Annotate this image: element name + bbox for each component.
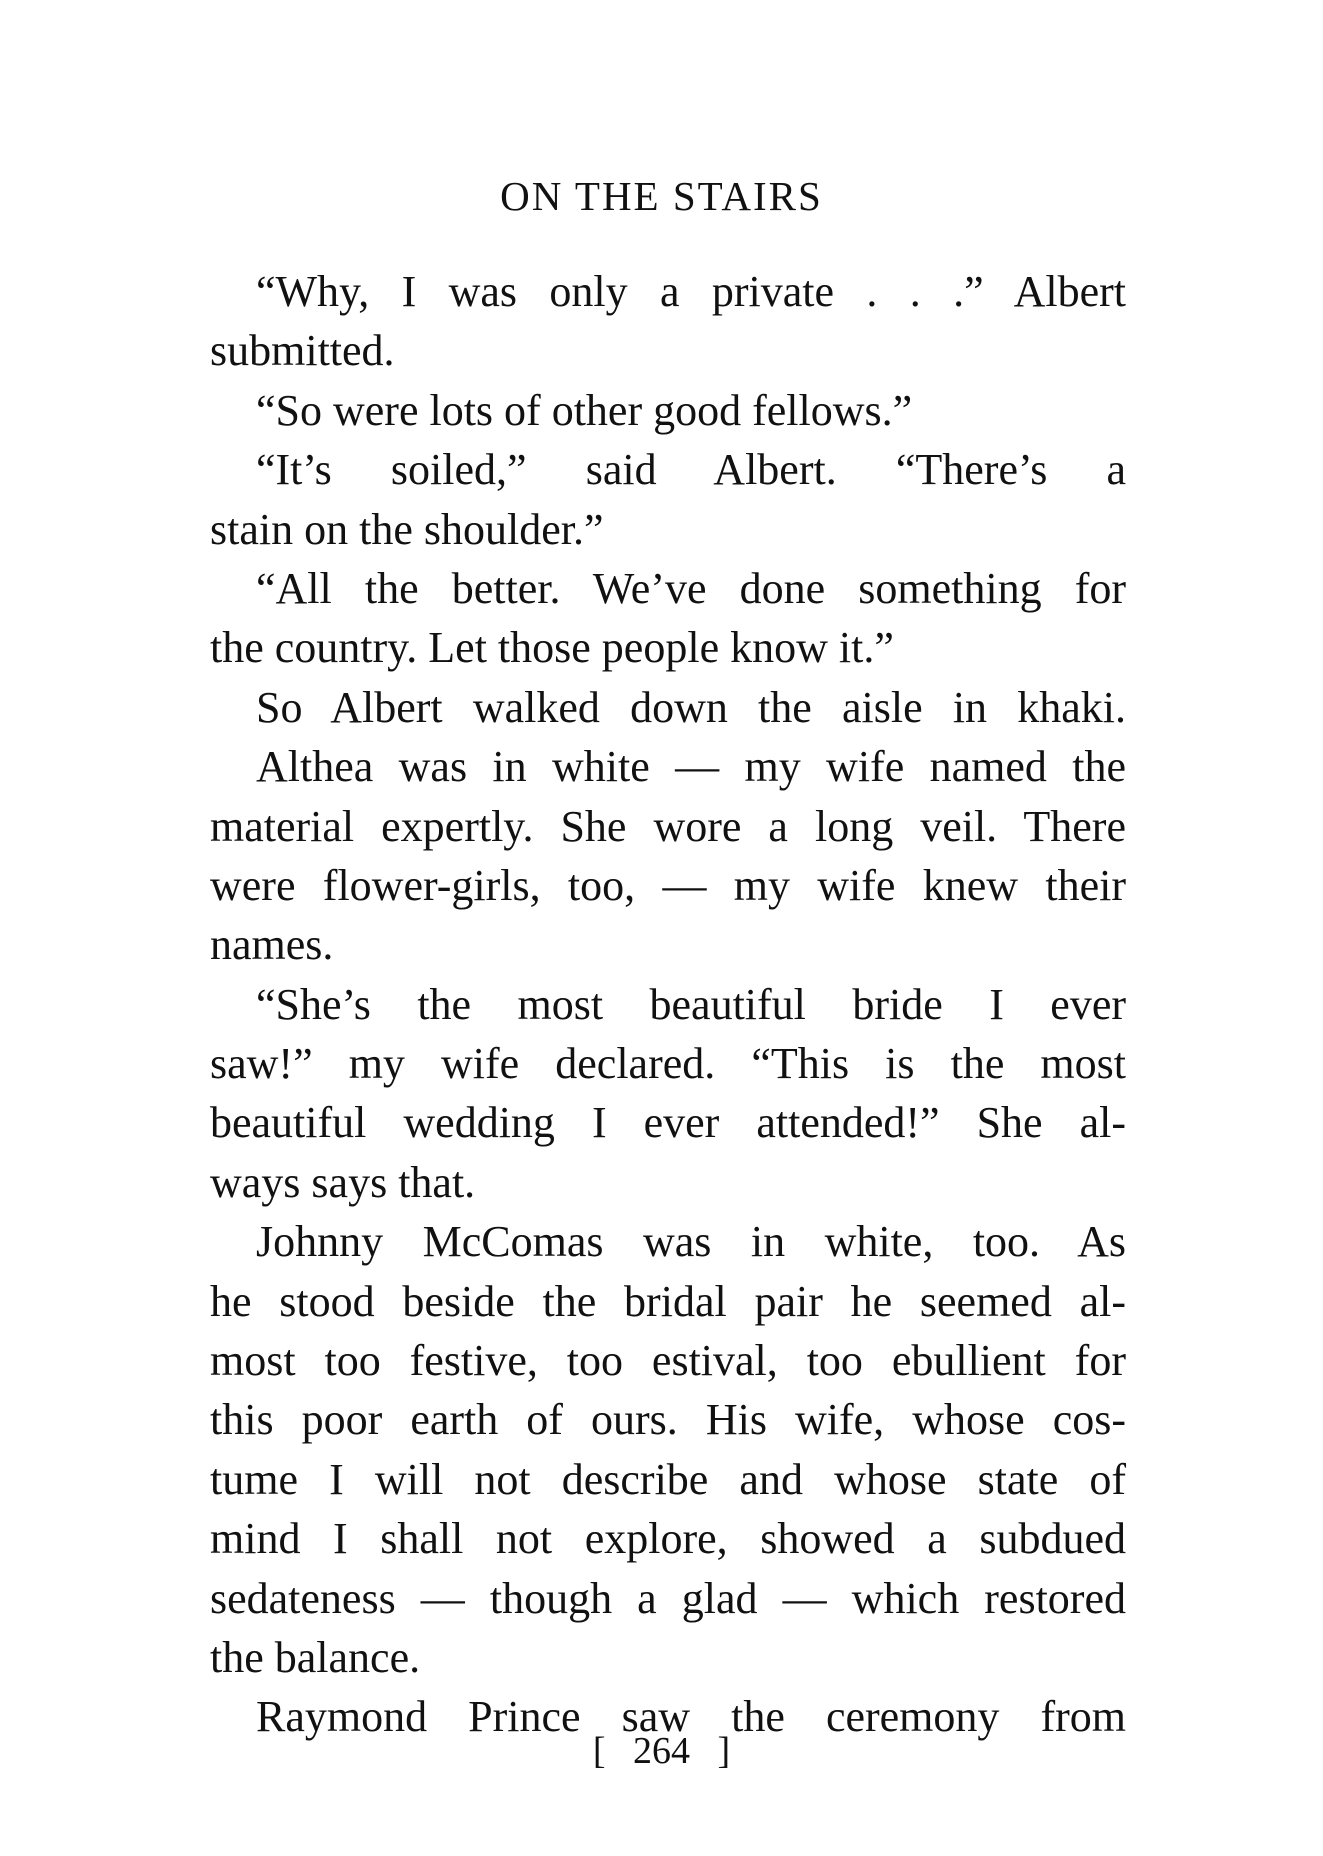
text-line: most too festive, too estival, too ebullient for xyxy=(210,1336,1126,1386)
text-line: this poor earth of ours. His wife, whose cos- xyxy=(210,1395,1126,1445)
text-line: were flower-girls, too, — my wife knew their xyxy=(210,860,1126,910)
text-line: the balance. xyxy=(210,1632,421,1682)
text-line: he stood beside the bridal pair he seemed al- xyxy=(210,1276,1126,1326)
text-line: submitted. xyxy=(210,326,395,376)
text-line: “All the better. We’ve done something for xyxy=(256,563,1126,613)
text-line: “She’s the most beautiful bride I ever xyxy=(256,979,1126,1029)
text-line: beautiful wedding I ever attended!” She al- xyxy=(210,1098,1126,1148)
text-line: Althea was in white — my wife named the xyxy=(256,742,1126,792)
text-line: names. xyxy=(210,920,334,970)
text-line: Johnny McComas was in white, too. As xyxy=(256,1217,1126,1267)
text-line: “Why, I was only a private . . .” Albert xyxy=(256,267,1126,316)
text-line: mind I shall not explore, showed a subdued xyxy=(210,1514,1126,1564)
text-line: “So were lots of other good fellows.” xyxy=(256,385,913,435)
text-line: saw!” my wife declared. “This is the most xyxy=(210,1039,1126,1089)
text-line: material expertly. She wore a long veil. There xyxy=(210,801,1126,851)
text-line: tume I will not describe and whose state of xyxy=(210,1454,1126,1504)
body-text xyxy=(210,262,1126,1747)
text-line: sedateness — though a glad — which restored xyxy=(210,1573,1126,1623)
text-line: So Albert walked down the aisle in khaki. xyxy=(256,682,1126,732)
page-number: [ 264 ] xyxy=(592,1730,731,1772)
text-line: “It’s soiled,” said Albert. “There’s a xyxy=(256,445,1126,495)
text-line: ways says that. xyxy=(210,1157,476,1207)
text-line: stain on the shoulder.” xyxy=(210,504,604,554)
text-line: Raymond Prince saw the ceremony from xyxy=(256,1692,1126,1742)
text-line: the country. Let those people know it.” xyxy=(210,623,894,673)
running-head: ON THE STAIRS xyxy=(500,173,823,219)
